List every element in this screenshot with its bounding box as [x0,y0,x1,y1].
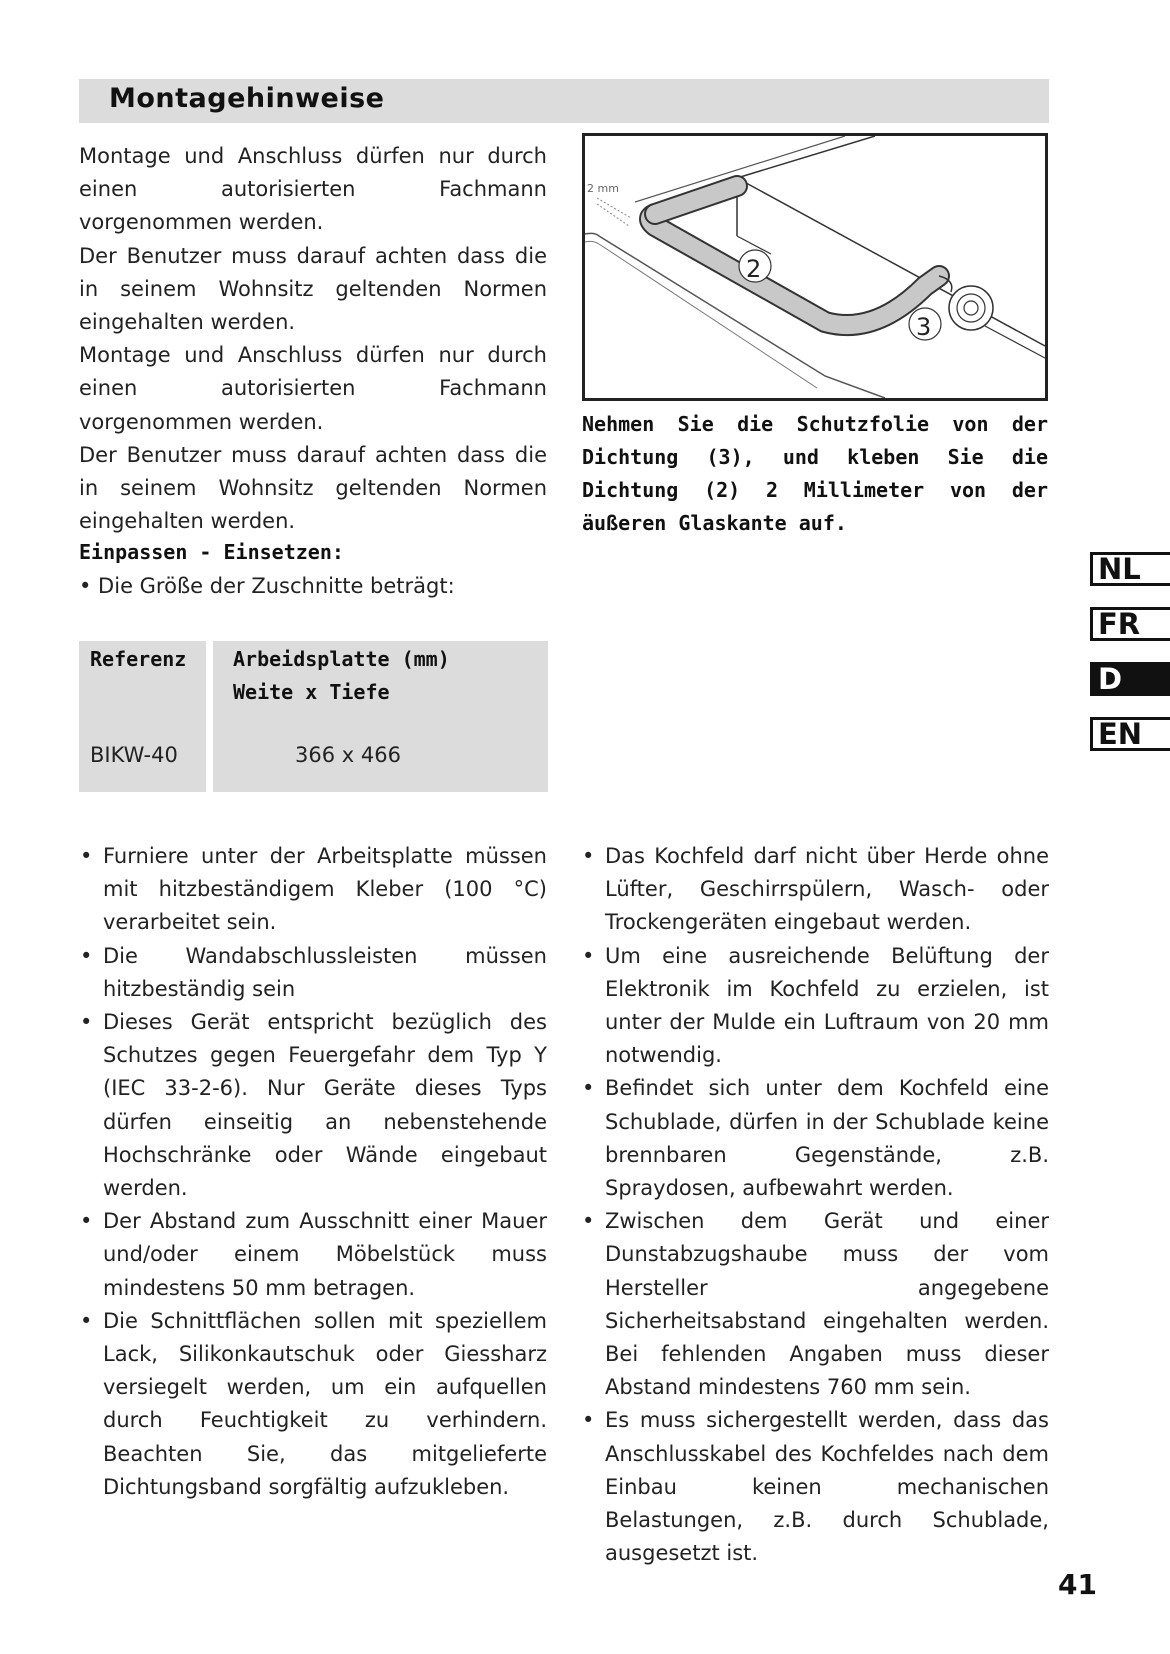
lang-tab-d[interactable]: D [1090,662,1170,696]
table-header-reference: Referenz [90,647,187,671]
figure-caption: Nehmen Sie die Schutzfolie von der Dichtung (3), und kleben Sie die Dichtung (2) 2 Millimeter von der äußeren Glaskante auf. [582,412,1048,535]
right-bullet-list [581,840,1049,1570]
intro-paragraph: Montage und Anschluss dürfen nur durch einen autorisierten Fachmann vorgenommen werden. [79,343,547,434]
left-bullet-list [79,840,547,1504]
list-item: • Das Kochfeld darf nicht über Herde ohne Lüfter, Geschirrspülern, Wasch- oder Trockengeräten eingebaut werden. [581,840,1049,940]
list-item: • Die Wandabschlussleisten müssen hitzbeständig sein [79,940,547,1006]
fitting-bullet: • Die Größe der Zuschnitte beträgt: [79,574,455,598]
list-item: • Die Schnittflächen sollen mit speziellem Lack, Silikonkautschuk oder Giessharz versiegelt werden, um ein aufquellen durch Feuchtigkeit zu verhindern. Beachten Sie, das mitgelieferte Dichtungsband sorgfältig aufzukleben. [79,1305,547,1504]
seal-installation-drawing [585,136,1045,398]
list-item: • Dieses Gerät entspricht bezüglich des Schutzes gegen Feuergefahr dem Typ Y (IEC 33-2-6). Nur Geräte dieses Typs dürfen einseitig an nebenstehende Hochschränke oder Wände eingebaut werden. [79,1006,547,1205]
page-number: 41 [1058,1568,1097,1601]
table-column-reference [79,641,206,792]
table-header-worktop-line2: Weite x Tiefe [233,680,390,704]
intro-paragraph: Der Benutzer muss darauf achten dass die in seinem Wohnsitz geltenden Normen eingehalten werden. [79,442,547,534]
list-item: • Befindet sich unter dem Kochfeld eine Schublade, dürfen in der Schublade keine brennbaren Gegenstände, z.B. Spraydosen, aufbewahrt werden. [581,1072,1049,1205]
lang-tab-nl[interactable]: NL [1090,552,1170,586]
intro-text [79,140,547,538]
language-tabs [1090,552,1170,772]
section-title: Montagehinweise [109,83,385,114]
intro-paragraph: Der Benutzer muss darauf achten dass die in seinem Wohnsitz geltenden Normen eingehalten werden. [79,243,547,335]
table-header-worktop [233,643,450,709]
table-column-worktop [213,641,548,792]
left-column [79,840,547,1504]
fitting-heading: Einpassen - Einsetzen: [79,540,344,564]
table-header-worktop-line1: Arbeidsplatte (mm) [233,647,450,671]
list-item: • Furniere unter der Arbeitsplatte müssen mit hitzbeständigem Kleber (100 °C) verarbeitet sein. [79,840,547,940]
right-column [581,840,1049,1570]
table-cell-size: 366 x 466 [295,743,401,767]
dimension-label: 2 mm [587,182,619,195]
list-item: • Es muss sichergestellt werden, dass das Anschlusskabel des Kochfeldes nach dem Einbau keinen mechanischen Belastungen, z.B. durch Schublade, ausgesetzt ist. [581,1404,1049,1570]
seal-installation-figure [582,133,1048,401]
callout-3-label: 3 [916,313,932,341]
lang-tab-en[interactable]: EN [1090,717,1170,751]
list-item: • Zwischen dem Gerät und einer Dunstabzugshaube muss der vom Hersteller angegebene Sicherheitsabstand eingehalten werden. Bei fehlenden Angaben muss dieser Abstand mindestens 760 mm sein. [581,1205,1049,1404]
callout-2-label: 2 [746,255,762,283]
lang-tab-fr[interactable]: FR [1090,607,1170,641]
table-cell-reference: BIKW-40 [90,743,178,767]
list-item: • Um eine ausreichende Belüftung der Elektronik im Kochfeld zu erzielen, ist unter der Mulde ein Luftraum von 20 mm notwendig. [581,940,1049,1073]
intro-paragraph: Montage und Anschluss dürfen nur durch einen autorisierten Fachmann vorgenommen werden. [79,144,547,235]
section-header-bar [79,79,1049,123]
list-item: • Der Abstand zum Ausschnitt einer Mauer und/oder einem Möbelstück muss mindestens 50 mm betragen. [79,1205,547,1305]
